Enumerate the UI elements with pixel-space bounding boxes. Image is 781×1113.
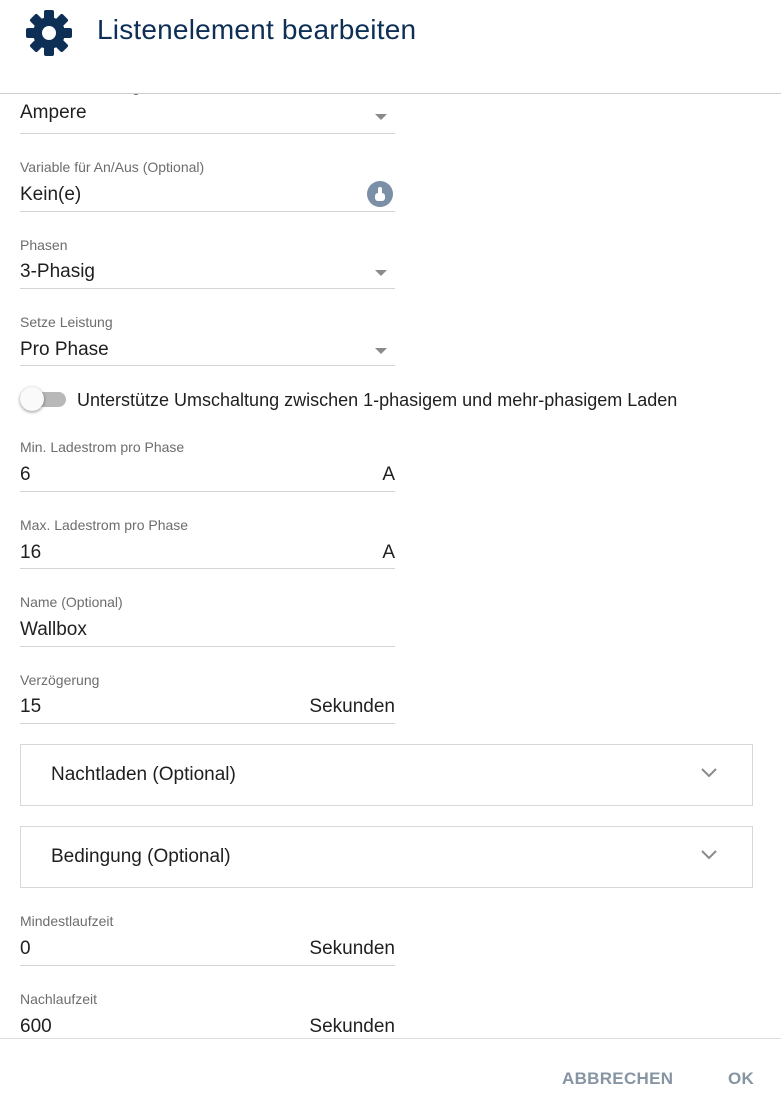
field-value: 6 bbox=[20, 464, 31, 485]
nachtladen-panel[interactable] bbox=[20, 744, 753, 806]
field-label: Variable für An/Aus (Optional) bbox=[20, 159, 205, 175]
cancel-button[interactable]: ABBRECHEN bbox=[562, 1069, 674, 1088]
field-unit: Sekunden bbox=[309, 938, 395, 959]
field-value: Wallbox bbox=[20, 619, 87, 640]
field-label: Min. Ladestrom pro Phase bbox=[20, 439, 185, 455]
field-value: 3-Phasig bbox=[20, 261, 95, 282]
min-ladestrom-field[interactable] bbox=[20, 437, 395, 492]
field-label: Mindestlaufzeit bbox=[20, 913, 114, 929]
field-label: Name (Optional) bbox=[20, 594, 123, 610]
max-ladestrom-field[interactable] bbox=[20, 515, 395, 569]
setze-leistung-select[interactable] bbox=[20, 312, 395, 366]
toggle-knob[interactable] bbox=[20, 387, 44, 411]
bedingung-panel[interactable] bbox=[20, 826, 753, 888]
field-value: 600 bbox=[20, 1016, 52, 1037]
field-value: Pro Phase bbox=[20, 339, 109, 360]
verzoegerung-field[interactable] bbox=[20, 670, 395, 724]
field-label: Setze Leistung bbox=[20, 314, 113, 330]
dropdown-arrow-icon bbox=[375, 270, 387, 276]
dialog-title: Listenelement bearbeiten bbox=[97, 14, 417, 45]
chevron-down-icon bbox=[700, 849, 718, 861]
field-value: 15 bbox=[20, 696, 42, 717]
panel-title: Nachtladen (Optional) bbox=[51, 764, 236, 785]
field-value: Ampere bbox=[20, 102, 87, 123]
dialog-header bbox=[0, 0, 781, 94]
field-label: Phasen bbox=[20, 237, 68, 253]
nachlaufzeit-field[interactable] bbox=[20, 989, 395, 1044]
field-label: Max. Ladestrom pro Phase bbox=[20, 517, 189, 533]
phase-switch-toggle-row[interactable] bbox=[20, 386, 720, 416]
panel-title: Bedingung (Optional) bbox=[51, 846, 231, 867]
field-label: Verzögerung bbox=[20, 672, 100, 688]
name-field[interactable] bbox=[20, 592, 395, 647]
dropdown-arrow-icon bbox=[375, 348, 387, 354]
field-value: Kein(e) bbox=[20, 184, 82, 205]
field-value: 16 bbox=[20, 542, 42, 563]
toggle-label: Unterstütze Umschaltung zwischen 1-phasigem und mehr-phasigem Laden bbox=[77, 390, 678, 410]
variable-picker-icon[interactable] bbox=[367, 181, 393, 207]
field-label: Nachlaufzeit bbox=[20, 991, 98, 1007]
gear-icon bbox=[24, 8, 74, 58]
chevron-down-icon bbox=[700, 767, 718, 779]
onoff-variable-field[interactable] bbox=[20, 157, 395, 212]
field-unit: Sekunden bbox=[309, 1016, 395, 1037]
dropdown-arrow-icon bbox=[375, 114, 387, 120]
mindestlaufzeit-field[interactable] bbox=[20, 911, 395, 966]
field-unit: A bbox=[382, 464, 395, 485]
dialog-footer bbox=[0, 1038, 781, 1113]
ok-button[interactable]: OK bbox=[728, 1069, 755, 1088]
field-unit: A bbox=[382, 542, 395, 563]
phasen-select[interactable] bbox=[20, 234, 395, 289]
dialog-content[interactable] bbox=[0, 93, 781, 1038]
field-unit: Sekunden bbox=[309, 696, 395, 717]
field-value: 0 bbox=[20, 938, 31, 959]
